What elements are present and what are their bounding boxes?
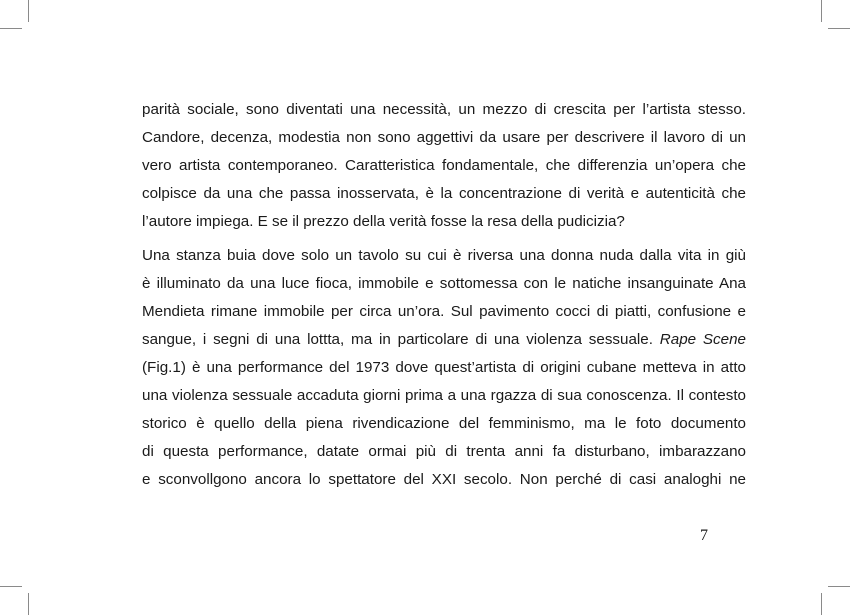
text-line: colpisce da una che passa inosservata, è la concentrazione di verità e autenticità che xyxy=(142,185,746,202)
crop-mark-top-left-h xyxy=(0,28,22,29)
text-line: parità sociale, sono diventati una necessità, un mezzo di crescita per l’artista stesso. xyxy=(142,101,746,118)
text-line: vero artista contemporaneo. Caratteristica fondamentale, che differenzia un’opera che xyxy=(142,157,746,174)
crop-mark-top-right-h xyxy=(828,28,850,29)
page-number: 7 xyxy=(700,527,708,544)
text-line: e sconvollgono ancora lo spettatore del XXI secolo. Non perché di casi analoghi ne xyxy=(142,471,746,488)
crop-mark-bottom-left xyxy=(28,593,29,615)
text-line xyxy=(142,326,746,354)
text-line: Candore, decenza, modestia non sono aggettivi da usare per descrivere il lavoro di un xyxy=(142,129,746,146)
text-line: Mendieta rimane immobile per circa un’ora. Sul pavimento cocci di piatti, confusione e xyxy=(142,303,746,320)
text-line: (Fig.1) è una performance del 1973 dove quest’artista di origini cubane metteva in atto xyxy=(142,359,746,376)
text-line: Una stanza buia dove solo un tavolo su cui è riversa una donna nuda dalla vita in giù xyxy=(142,247,746,264)
crop-mark-top-right xyxy=(821,0,822,22)
artwork-title: Rape Scene xyxy=(659,331,746,348)
crop-mark-bottom-left-h xyxy=(0,586,22,587)
text-line: di questa performance, datate ormai più di trenta anni fa disturbano, imbarazzano xyxy=(142,443,746,460)
text-line-segment: sangue, i segni di una lottta, ma in particolare di una violenza sessuale. xyxy=(142,331,653,348)
body-text xyxy=(142,96,746,494)
crop-mark-bottom-right-h xyxy=(828,586,850,587)
paragraph-2 xyxy=(142,242,746,494)
text-line: è illuminato da una luce fioca, immobile e sottomessa con le natiche insanguinate Ana xyxy=(142,275,746,292)
text-line: l’autore impiega. E se il prezzo della verità fosse la resa della pudicizia? xyxy=(142,213,625,230)
text-line: una violenza sessuale accaduta giorni prima a una rgazza di sua conoscenza. Il contesto xyxy=(142,387,746,404)
text-line: storico è quello della piena rivendicazione del femminismo, ma le foto documento xyxy=(142,415,746,432)
paragraph-1 xyxy=(142,96,746,236)
crop-mark-top-left xyxy=(28,0,29,22)
crop-mark-bottom-right xyxy=(821,593,822,615)
